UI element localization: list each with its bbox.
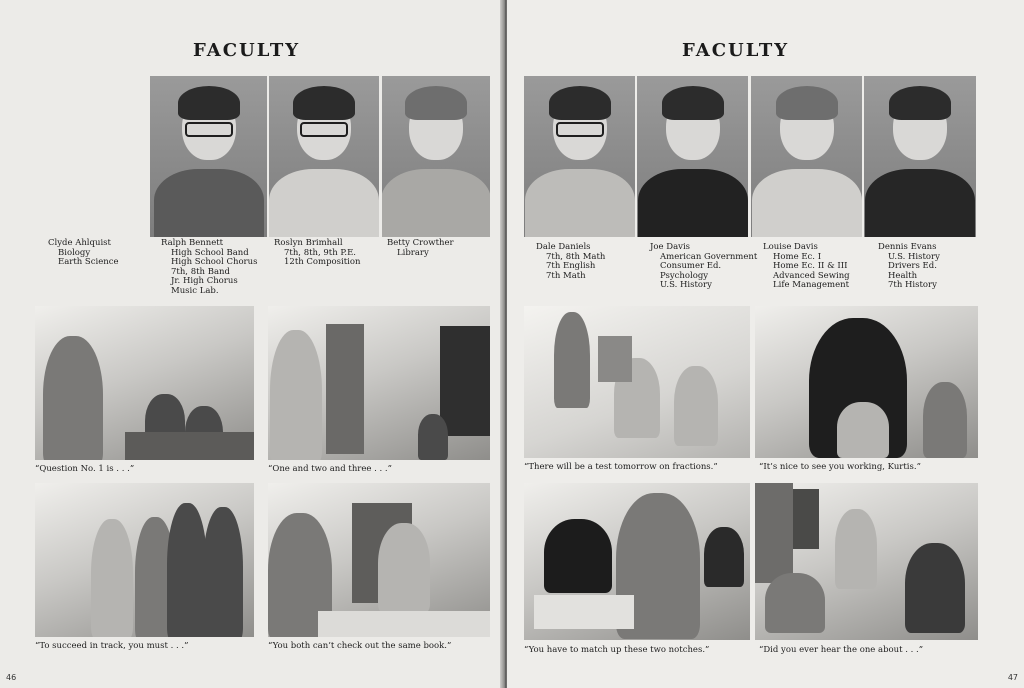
page-number: 46: [6, 673, 17, 682]
faculty-name: Betty Crowther: [387, 238, 454, 248]
faculty-subject: Home Ec. II & III: [773, 261, 848, 272]
faculty-subject: 7th Math: [546, 270, 586, 281]
faculty-subject: Advanced Sewing: [773, 270, 850, 281]
faculty-name: Joe Davis: [650, 242, 691, 252]
portrait-ralph-bennett: [150, 76, 267, 237]
portrait-louise-davis: [751, 76, 862, 237]
faculty-subject: Drivers Ed.: [888, 261, 937, 272]
faculty-entry-ralph-bennett: [161, 239, 257, 297]
right-page-title: FACULTY: [682, 40, 790, 61]
candid-photo-sewing-class: [524, 483, 750, 640]
photo-caption: “One and two and three . . .”: [268, 464, 392, 474]
faculty-subject: 7th History: [888, 280, 937, 291]
faculty-subject: 7th, 8th, 9th P.E.: [284, 247, 357, 258]
portrait-joe-davis: [637, 76, 748, 237]
faculty-entry-joe-davis: [650, 243, 757, 291]
portrait-betty-crowther: [382, 76, 490, 237]
faculty-subject: Life Management: [773, 280, 850, 291]
faculty-subject: High School Band: [171, 247, 249, 258]
photo-caption: “Question No. 1 is . . .”: [35, 464, 135, 474]
candid-photo-classroom-joke: [755, 483, 978, 640]
right-page: [507, 0, 1024, 688]
photo-caption: “It’s nice to see you working, Kurtis.”: [759, 462, 921, 472]
faculty-subject: Biology: [58, 247, 91, 258]
left-page: [0, 0, 503, 688]
faculty-subject: Music Lab.: [171, 285, 219, 296]
candid-photo-teacher-kurtis: [755, 306, 978, 458]
faculty-subject: 7th, 8th Band: [171, 266, 230, 277]
portrait-dale-daniels: [524, 76, 635, 237]
candid-photo-music-class: [268, 306, 490, 460]
faculty-entry-clyde-ahlquist: [48, 239, 119, 268]
candid-photo-math-class: [524, 306, 750, 458]
faculty-subject: 7th English: [546, 261, 596, 272]
faculty-subject: Library: [397, 247, 429, 258]
faculty-subject: Health: [888, 270, 918, 281]
photo-caption: “There will be a test tomorrow on fractions.”: [524, 462, 718, 472]
faculty-subject: Jr. High Chorus: [171, 276, 238, 287]
faculty-subject: U.S. History: [888, 251, 940, 262]
faculty-subject: Consumer Ed.: [660, 261, 722, 272]
candid-photo-track-team: [35, 483, 254, 637]
faculty-subject: High School Chorus: [171, 257, 258, 268]
faculty-subject: Earth Science: [58, 257, 119, 268]
faculty-name: Clyde Ahlquist: [48, 238, 111, 248]
faculty-entry-roslyn-brimhall: [274, 239, 360, 268]
candid-photo-library-desk: [268, 483, 490, 637]
portrait-dennis-evans: [864, 76, 976, 237]
faculty-entry-dale-daniels: [536, 243, 605, 281]
candid-photo-classroom-question: [35, 306, 254, 460]
faculty-subject: 7th, 8th Math: [546, 251, 606, 262]
faculty-entry-betty-crowther: [387, 239, 454, 258]
faculty-subject: 12th Composition: [284, 257, 361, 268]
page-number: 47: [1007, 673, 1018, 682]
faculty-subject: American Government: [660, 251, 758, 262]
portrait-roslyn-brimhall: [269, 76, 379, 237]
faculty-name: Roslyn Brimhall: [274, 238, 343, 248]
left-page-title: FACULTY: [193, 40, 301, 61]
faculty-entry-dennis-evans: [878, 243, 940, 291]
faculty-subject: U.S. History: [660, 280, 712, 291]
faculty-entry-louise-davis: [763, 243, 850, 291]
photo-caption: “To succeed in track, you must . . .”: [35, 641, 189, 651]
photo-caption: “You both can’t check out the same book.”: [268, 641, 452, 651]
faculty-name: Ralph Bennett: [161, 238, 224, 248]
photo-caption: “You have to match up these two notches.”: [524, 645, 710, 655]
faculty-name: Louise Davis: [763, 242, 818, 252]
faculty-name: Dale Daniels: [536, 242, 591, 252]
photo-caption: “Did you ever hear the one about . . .”: [759, 645, 924, 655]
faculty-subject: Home Ec. I: [773, 251, 822, 262]
faculty-subject: Psychology: [660, 270, 709, 281]
faculty-name: Dennis Evans: [878, 242, 937, 252]
